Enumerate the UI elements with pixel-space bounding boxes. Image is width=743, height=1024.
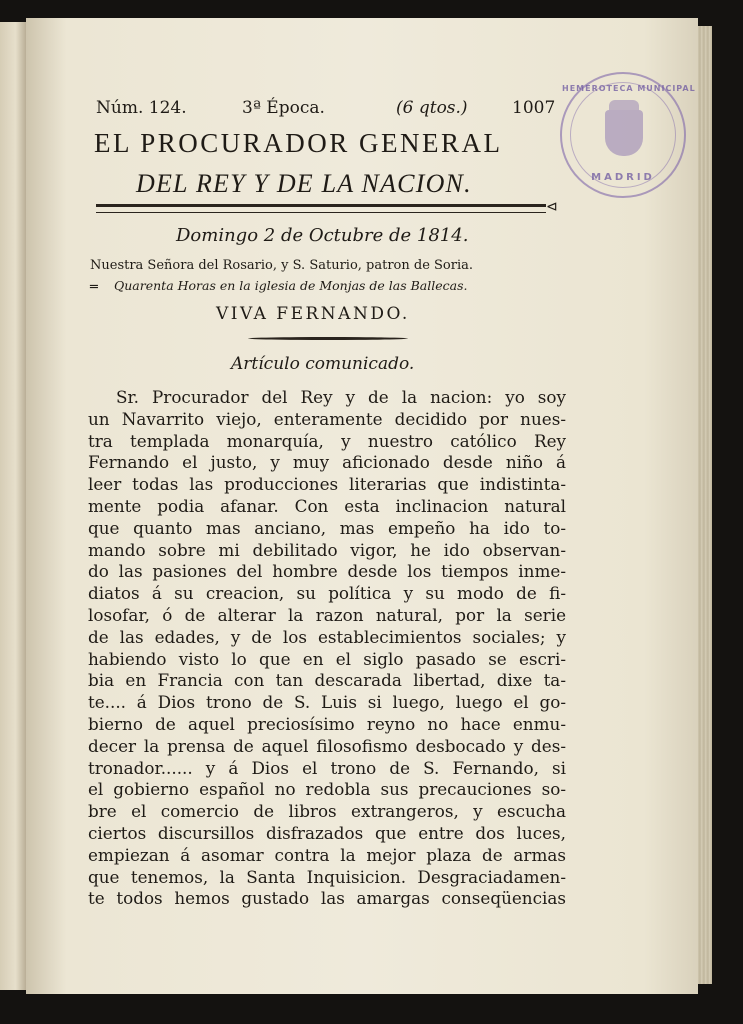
stamp-top-text: HEMEROTECA MUNICIPAL <box>562 84 696 93</box>
newspaper-title: EL PROCURADOR GENERAL <box>94 128 503 158</box>
article-line: el gobierno español no redobla sus precauciones so- <box>88 779 566 800</box>
article-line: te.... á Dios trono de S. Luis si luego, luego el go- <box>88 692 566 713</box>
forty-hours-notice: Quarenta Horas en la iglesia de Monjas de las Ballecas. <box>114 278 468 293</box>
article-line: do las pasiones del hombre desde los tiempos inme- <box>88 561 566 582</box>
page-number: 1007 <box>512 98 556 118</box>
article-line: bre el comercio de libros extrangeros, y escucha <box>88 801 566 822</box>
page-stack-edge <box>698 26 712 984</box>
newspaper-subtitle: DEL REY Y DE LA NACION. <box>136 169 472 198</box>
article-line: mando sobre mi debilitado vigor, he ido observan- <box>88 539 566 560</box>
article-body <box>88 387 566 910</box>
epoch-label: 3ª Época. <box>242 98 325 118</box>
article-line: un Navarrito viejo, enteramente decidido por nues- <box>88 408 566 429</box>
issue-number: Núm. 124. <box>96 98 187 118</box>
article-line: decer la prensa de aquel filosofismo desbocado y des- <box>88 735 566 756</box>
section-rule <box>248 337 408 340</box>
article-heading: Artículo comunicado. <box>231 354 415 374</box>
library-stamp <box>560 72 696 198</box>
title-rule <box>96 204 546 213</box>
article-line: empiezan á asomar contra la mejor plaza de armas <box>88 844 566 865</box>
article-line: bierno de aquel preciosísimo reyno no hace enmu- <box>88 713 566 734</box>
article-line: Sr. Procurador del Rey y de la nacion: yo soy <box>116 387 566 407</box>
price-label: (6 qtos.) <box>396 98 468 118</box>
double-dash-mark: ═ <box>90 280 98 295</box>
saints-of-the-day: Nuestra Señora del Rosario, y S. Saturio, patron de Soria. <box>90 258 474 273</box>
stamp-bottom-text: MADRID <box>591 172 655 183</box>
rule-ornament-icon: ⊲ <box>546 199 558 215</box>
article-line: de las edades, y de los establecimientos sociales; y <box>88 626 566 647</box>
article-line: bia en Francia con tan descarada libertad, dixe ta- <box>88 670 566 691</box>
viva-fernando-motto: VIVA FERNANDO. <box>216 304 410 324</box>
article-line: Fernando el justo, y muy aficionado desde niño á <box>88 452 566 473</box>
article-line: diatos á su creacion, su política y su modo de fi- <box>88 583 566 604</box>
article-line: mente podia afanar. Con esta inclinacion natural <box>88 495 566 516</box>
article-line: tra templada monarquía, y nuestro católico Rey <box>88 430 566 451</box>
article-line: te todos hemos gustado las amargas conseqüencias <box>88 888 566 909</box>
article-line: losofar, ó de alterar la razon natural, por la serie <box>88 604 566 625</box>
coat-of-arms-icon <box>605 110 643 156</box>
article-line: tronador...... y á Dios el trono de S. Fernando, si <box>88 757 566 778</box>
issue-date: Domingo 2 de Octubre de 1814. <box>176 225 469 246</box>
article-line: que quanto mas anciano, mas empeño ha ido to- <box>88 517 566 538</box>
article-line: habiendo visto lo que en el siglo pasado se escri- <box>88 648 566 669</box>
article-line: ciertos discursillos disfrazados que entre dos luces, <box>88 822 566 843</box>
article-line: leer todas las producciones literarias que indistinta- <box>88 474 566 495</box>
facing-page-edge <box>0 22 26 990</box>
crown-icon <box>609 100 639 110</box>
article-line: que tenemos, la Santa Inquisicion. Desgraciadamen- <box>88 866 566 887</box>
newspaper-page <box>26 18 698 994</box>
